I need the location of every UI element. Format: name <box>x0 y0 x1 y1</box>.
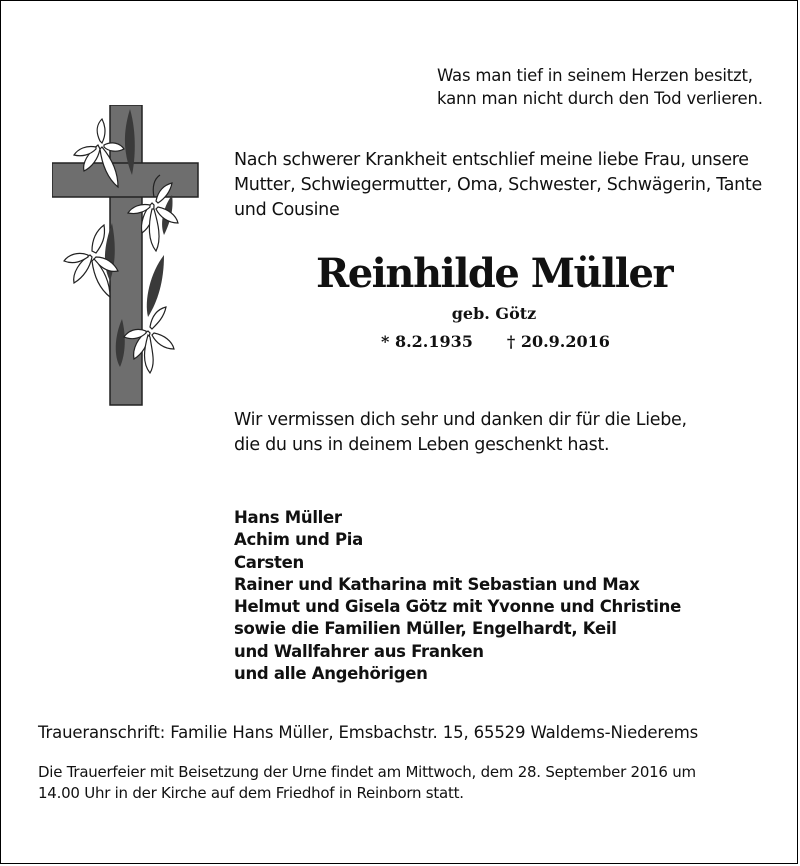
closing-line: Wir vermissen dich sehr und danken dir für die Liebe, <box>234 410 687 430</box>
birth-date: * 8.2.1935 <box>381 332 473 351</box>
mourner-item: Carsten <box>234 552 304 572</box>
life-dates <box>381 330 741 354</box>
mourner-item: Hans Müller <box>234 508 342 527</box>
ceremony-line: Die Trauerfeier mit Beisetzung der Urne findet am Mittwoch, dem 28. September 2016 um <box>38 763 696 781</box>
ceremony-info <box>38 762 778 804</box>
motto-line: Was man tief in seinem Herzen besitzt, <box>437 66 753 85</box>
ceremony-line: 14.00 Uhr in der Kirche auf dem Friedhof in Reinborn statt. <box>38 784 464 802</box>
closing-text <box>234 408 774 458</box>
mourner-item: und Wallfahrer aus Franken <box>234 641 484 661</box>
intro-line: Mutter, Schwiegermutter, Oma, Schwester, Schwägerin, Tante <box>234 175 762 195</box>
mourners-list <box>234 507 774 685</box>
mourner-item: Achim und Pia <box>234 530 363 550</box>
motto-quote <box>437 64 777 110</box>
cross-icon <box>52 105 200 407</box>
death-date: † 20.9.2016 <box>506 332 610 351</box>
closing-line: die du uns in deinem Leben geschenkt hast. <box>234 435 610 455</box>
mourning-address: Traueranschrift: Familie Hans Müller, Emsbachstr. 15, 65529 Waldems-Niederems <box>38 723 699 742</box>
mourner-item: sowie die Familien Müller, Engelhardt, Keil <box>234 619 617 639</box>
mourner-item: Helmut und Gisela Götz mit Yvonne und Christine <box>234 597 681 617</box>
intro-line: und Cousine <box>234 200 340 220</box>
cross-with-lilies-image <box>52 105 200 407</box>
maiden-name: geb. Götz <box>451 304 537 323</box>
mourner-item: Rainer und Katharina mit Sebastian und Max <box>234 574 640 594</box>
intro-text <box>234 148 774 223</box>
mourner-item: und alle Angehörigen <box>234 664 428 684</box>
deceased-name: Reinhilde Müller <box>315 250 673 297</box>
intro-line: Nach schwerer Krankheit entschlief meine liebe Frau, unsere <box>234 150 749 170</box>
motto-line: kann man nicht durch den Tod verlieren. <box>437 89 763 108</box>
